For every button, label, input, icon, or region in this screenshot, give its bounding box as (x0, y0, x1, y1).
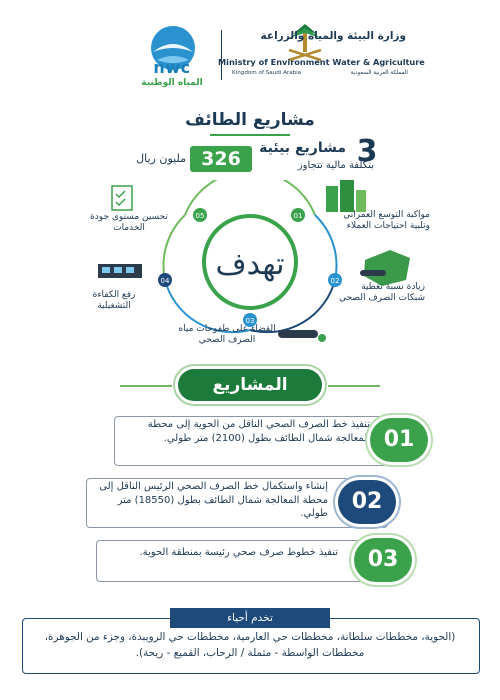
project-count: 3 (356, 134, 378, 169)
title-underline (210, 134, 290, 136)
goal-2-num: 02 (330, 277, 340, 285)
goal-4-num: 04 (160, 277, 170, 285)
ministry-name-arabic: وزارة البيئة والمياه والزراعة (260, 30, 406, 42)
goal-5-num: 05 (195, 212, 205, 220)
project-count-label: مشاريع بيئية (259, 140, 346, 156)
ministry-name-english: Ministry of Environment Water & Agriculture (218, 57, 425, 67)
cost-label: بتكلفة مالية تتجاوز (297, 160, 374, 171)
project-1-number: 01 (370, 418, 428, 462)
nwc-subtitle: المياه الوطنية (141, 78, 203, 88)
goal-4-text: رفع الكفاءة التشغيلية (92, 290, 136, 312)
goal-3-num: 03 (245, 317, 255, 325)
kingdom-bar (232, 67, 408, 79)
cost-amount: 326 (190, 146, 252, 172)
kingdom-arabic: المملكة العربية السعودية (350, 70, 408, 76)
goal-2-text: زيادة نسبة تغطية شبكات الصرف الصحي (339, 282, 425, 304)
kingdom-english: Kingdom of Saudi Arabia (232, 70, 302, 76)
goal-1-num: 01 (293, 212, 303, 220)
goals-center-word: تهدف (215, 247, 285, 282)
project-2-number: 02 (338, 480, 396, 524)
checklist-hand-icon (112, 186, 132, 210)
city-buildings-icon (326, 180, 366, 212)
goal-1-text: مواكبة التوسع العمراني وتلبية احتياجات العملاء (343, 210, 430, 232)
projects-rule-left (120, 385, 172, 387)
control-room-icon (98, 264, 142, 278)
projects-heading: المشاريع (178, 369, 322, 401)
page-title: مشاريع الطائف (185, 110, 315, 130)
served-areas-heading: تخدم أحياء (170, 608, 330, 628)
project-1-text: تنفيذ خط الصرف الصحي الناقل من الحوية إلى محطة المعالجة شمال الطائف بطول (2100) متر طولي. (147, 419, 370, 444)
project-3-number: 03 (354, 538, 412, 582)
goal-5-text: تحسين مستوى جودة الخدمات (90, 212, 168, 234)
nwc-name: nwc (153, 58, 191, 77)
project-2-text: إنشاء واستكمال خط الصرف الصحي الرئيس الناقل إلى محطة المعالجة شمال الطائف بطول (18550) متر طولي. (99, 481, 328, 519)
projects-rule-right (328, 385, 380, 387)
goal-3-text: القضاء على طفوحات مياه الصرف الصحي (178, 324, 276, 346)
project-3-text: تنفيذ خطوط صرف صحي رئيسة بمنطقة الحوية. (139, 547, 338, 558)
cost-unit: مليون ريال (136, 152, 186, 165)
served-areas-text: (الحوية، مخططات سلطانة، مخططات حي العارمية، مخططات حي الرويبدة، وجزء من الجوهرة، مخططات الواسطة - مثملة / الرحاب، القميع - ريحة). (44, 631, 456, 659)
header-divider (221, 30, 222, 80)
pipe-map-icon (360, 250, 410, 286)
